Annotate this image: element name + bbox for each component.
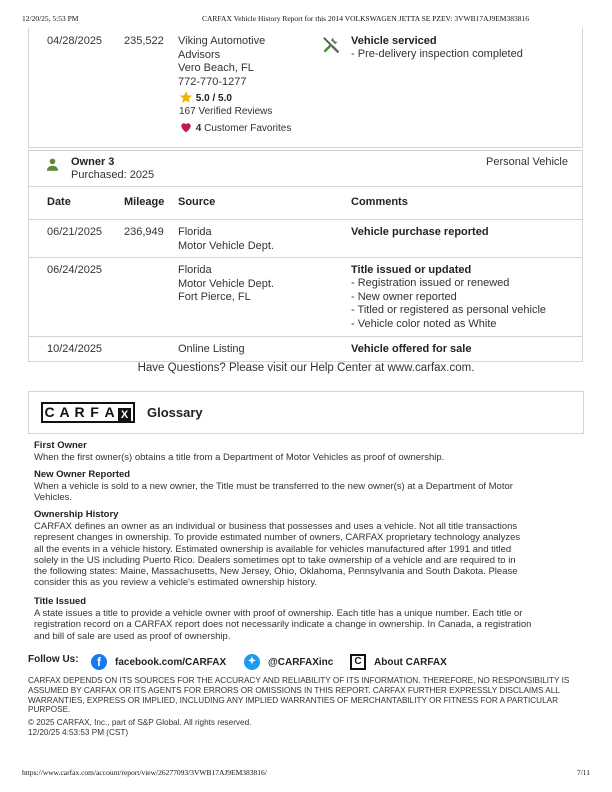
help-center-text[interactable]: Have Questions? Please visit our Help Center at www.carfax.com. bbox=[137, 362, 475, 374]
source-line: Advisors bbox=[178, 48, 221, 61]
source-line: Florida bbox=[178, 264, 212, 276]
definition-line: Vehicles. bbox=[34, 492, 73, 504]
print-title: CARFAX Vehicle History Report for this 2014 VOLKSWAGEN JETTA SE PZEV: 3VWB17AJ9EM383816 bbox=[202, 14, 529, 23]
prev-record-comment-title: Vehicle serviced bbox=[351, 35, 437, 47]
logo-letter: C bbox=[43, 404, 58, 421]
column-header-mileage: Mileage bbox=[124, 196, 165, 208]
row-comment-title: Title issued or updated bbox=[351, 264, 472, 276]
divider bbox=[29, 219, 582, 220]
copyright: © 2025 CARFAX, Inc., part of S&P Global. All rights reserved. bbox=[28, 718, 252, 727]
definition-line: consider this as you review a vehicle's estimated ownership history. bbox=[34, 577, 318, 589]
disclaimer bbox=[28, 676, 584, 715]
row-source bbox=[178, 343, 245, 357]
logo-letter: R bbox=[73, 404, 88, 421]
row-source bbox=[178, 226, 274, 253]
star-icon bbox=[179, 90, 193, 104]
row-source bbox=[178, 264, 274, 305]
carfax-logo bbox=[41, 402, 135, 423]
logo-letter: A bbox=[103, 404, 118, 421]
about-link-text[interactable]: About CARFAX bbox=[374, 656, 447, 668]
facebook-icon: f bbox=[91, 654, 107, 670]
disclaimer-line: PURPOSE. bbox=[28, 705, 71, 715]
prev-record-date: 04/28/2025 bbox=[47, 35, 103, 47]
row-mileage: 236,949 bbox=[124, 226, 164, 238]
definition-line: all the events in a vehicle history. Estimated ownership is available for vehicles manufactured after 1991 and titled bbox=[34, 543, 512, 555]
comment-item: - Vehicle color noted as White bbox=[351, 318, 546, 332]
follow-label-text: Follow Us: bbox=[28, 654, 79, 665]
twitter-link[interactable] bbox=[244, 654, 333, 670]
logo-letter: A bbox=[58, 404, 73, 421]
prev-record-source bbox=[178, 35, 265, 89]
owner-purchased: Purchased: 2025 bbox=[71, 169, 155, 181]
about-carfax-link[interactable] bbox=[350, 654, 447, 670]
owner-vehicle-type: Personal Vehicle bbox=[486, 156, 568, 168]
definition-line: When a vehicle is sold to a new owner, the Title must be transferred to the new owner(s) at a Department of Motor bbox=[34, 481, 513, 492]
divider bbox=[29, 257, 582, 258]
glossary-term: New Owner Reported bbox=[34, 469, 131, 480]
source-line[interactable]: 772-770-1277 bbox=[178, 75, 247, 88]
row-comment-title: Vehicle offered for sale bbox=[351, 343, 472, 355]
glossary-heading bbox=[41, 402, 203, 423]
glossary-term: Title Issued bbox=[34, 596, 87, 607]
glossary-term: Ownership History bbox=[34, 509, 119, 520]
definition-line: registration record on a CARFAX report does not necessarily indicate a change in ownership. In Canada, a registration bbox=[34, 619, 532, 631]
divider bbox=[29, 336, 582, 337]
comment-item: - Titled or registered as personal vehicle bbox=[351, 304, 546, 318]
facebook-link[interactable] bbox=[91, 654, 226, 670]
print-date: 12/20/25, 5:53 PM bbox=[22, 14, 79, 23]
prev-record-comment-items bbox=[351, 48, 523, 62]
glossary-term: First Owner bbox=[34, 440, 87, 451]
glossary-definition bbox=[34, 452, 574, 463]
heart-icon bbox=[179, 120, 193, 134]
source-line: Viking Automotive bbox=[178, 35, 266, 47]
prev-record-mileage: 235,522 bbox=[124, 35, 164, 47]
row-date: 06/21/2025 bbox=[47, 226, 103, 238]
row-comment-title: Vehicle purchase reported bbox=[351, 226, 489, 238]
source-line: Fort Pierce, FL bbox=[178, 291, 251, 303]
facebook-link-text[interactable]: facebook.com/CARFAX bbox=[115, 656, 227, 668]
page-number: 7/11 bbox=[576, 768, 590, 777]
dealer-reviews[interactable]: 167 Verified Reviews bbox=[179, 106, 273, 117]
row-date: 06/24/2025 bbox=[47, 264, 103, 276]
row-date: 10/24/2025 bbox=[47, 343, 103, 355]
glossary-title: Glossary bbox=[147, 405, 203, 420]
disclaimer-line: ASSUMED BY CARFAX OR ITS AGENTS FOR ERRORS OR OMISSIONS IN THIS REPORT. CARFAX FURTHER EXPRESSLY DISCLAIMS ALL bbox=[28, 685, 560, 695]
logo-letter: F bbox=[88, 404, 103, 421]
follow-label bbox=[28, 654, 79, 665]
logo-letter: X bbox=[118, 408, 133, 421]
column-header-comments: Comments bbox=[351, 196, 408, 208]
dealer-rating bbox=[179, 90, 232, 106]
person-icon bbox=[45, 157, 60, 172]
row-comment-items bbox=[351, 277, 546, 331]
glossary-definition bbox=[34, 481, 574, 504]
owner-title: Owner 3 bbox=[71, 156, 115, 168]
definition-line: represent changes in ownership. To provide estimated number of owners, CARFAX proprietary technology analyzes bbox=[34, 532, 521, 544]
source-line: Motor Vehicle Dept. bbox=[178, 277, 274, 290]
print-url: https://www.carfax.com/account/report/view/26277093/3VWB17AJ9EM383816/ bbox=[22, 768, 267, 777]
source-line: Florida bbox=[178, 226, 212, 238]
favorites-label: Customer Favorites bbox=[204, 123, 292, 134]
definition-line: and bill of sale are used as proof of ownership. bbox=[34, 630, 231, 642]
glossary-definition bbox=[34, 521, 574, 589]
glossary-header bbox=[28, 391, 584, 434]
owner-3-table bbox=[28, 150, 583, 362]
definition-line: solely in the US including Puerto Rico. Dealers sometimes opt to take ownership of a vehicle and are required to in bbox=[34, 554, 516, 566]
definition-line: When the first owner(s) obtains a title from a Department of Motor Vehicles as proof of ownership. bbox=[34, 452, 445, 463]
rating-value: 5.0 / 5.0 bbox=[195, 93, 232, 104]
source-line: Online Listing bbox=[178, 343, 245, 355]
wrench-screwdriver-icon bbox=[321, 35, 341, 55]
definition-line: the following states: Maine, Massachusetts, New Jersey, Ohio, Oklahoma, Pennsylvania and South Dakota. Please bbox=[34, 566, 518, 578]
column-header-date: Date bbox=[47, 196, 71, 208]
carfax-c-icon: C bbox=[350, 654, 366, 670]
definition-line: A state issues a title to provide a vehicle owner with proof of ownership. Each title has a unique number. Each title or bbox=[34, 608, 523, 619]
comment-item: - New owner reported bbox=[351, 291, 546, 305]
comment-item: - Pre-delivery inspection completed bbox=[351, 48, 523, 62]
prev-record-table bbox=[28, 28, 583, 148]
twitter-icon: ✦ bbox=[244, 654, 260, 670]
disclaimer-line: CARFAX DEPENDS ON ITS SOURCES FOR THE ACCURACY AND RELIABILITY OF ITS INFORMATION. THEREFORE, NO RESPONSIBILITY IS bbox=[28, 676, 570, 685]
comment-item: - Registration issued or renewed bbox=[351, 277, 546, 291]
dealer-favorites bbox=[179, 120, 291, 136]
source-line: Motor Vehicle Dept. bbox=[178, 239, 274, 252]
glossary-definition bbox=[34, 608, 574, 642]
twitter-link-text[interactable]: @CARFAXinc bbox=[268, 656, 334, 668]
report-timestamp: 12/20/25 4:53:53 PM (CST) bbox=[28, 728, 129, 737]
follow-us-bar bbox=[28, 654, 584, 670]
source-line: Vero Beach, FL bbox=[178, 62, 254, 74]
disclaimer-line: WARRANTIES, EXPRESS OR IMPLIED, INCLUDING ANY IMPLIED WARRANTIES OF MERCHANTABILITY OR FITNESS FOR A PARTICULAR bbox=[28, 695, 558, 705]
favorites-count: 4 bbox=[195, 123, 202, 134]
column-header-source: Source bbox=[178, 196, 216, 208]
definition-line: CARFAX defines an owner as an individual or business that possesses and uses a vehicle. Not all title transactions bbox=[34, 521, 518, 532]
divider bbox=[29, 186, 582, 187]
